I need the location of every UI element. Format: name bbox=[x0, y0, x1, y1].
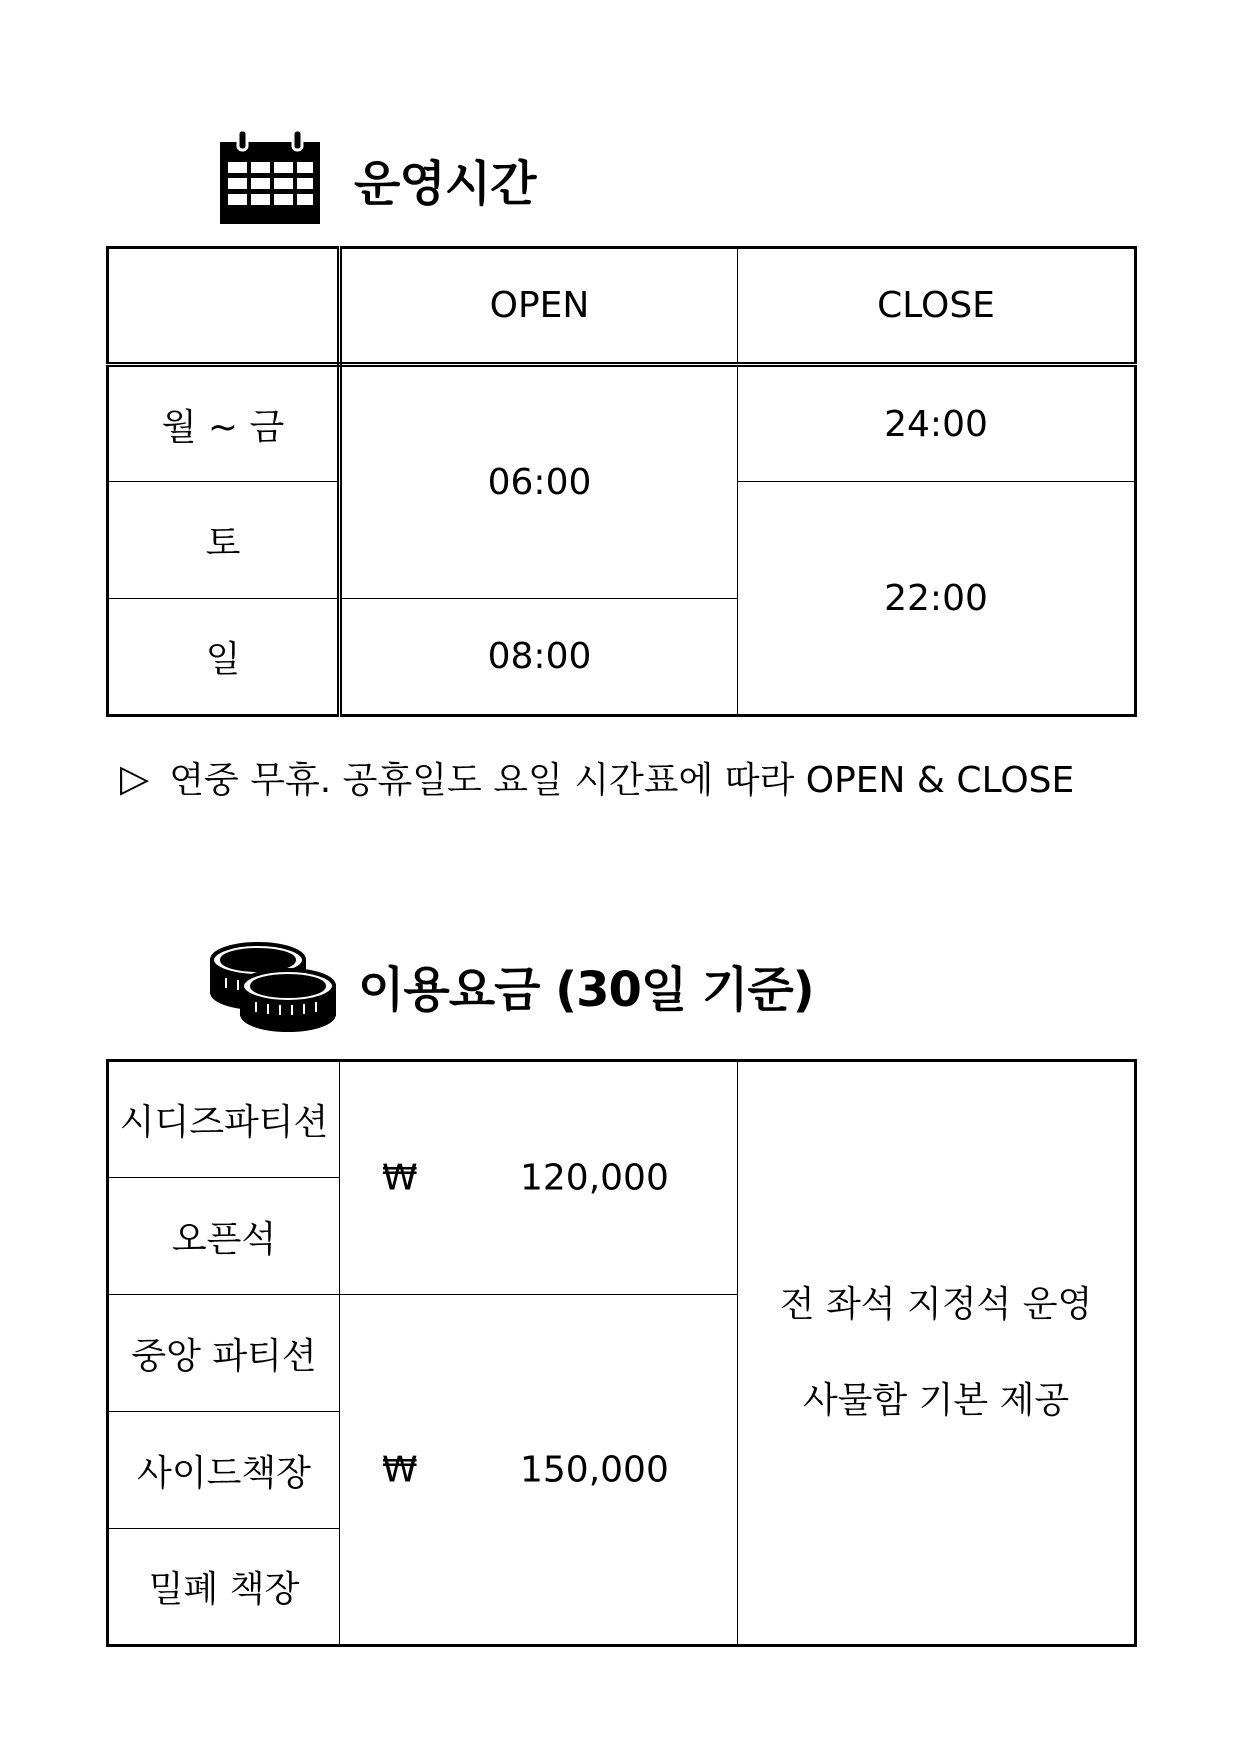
triangle-icon: ▷ bbox=[120, 755, 150, 800]
seat-type-center-partition: 중앙 파티션 bbox=[108, 1295, 340, 1412]
seat-type-sidiz-partition: 시디즈파티션 bbox=[108, 1061, 340, 1178]
seat-type-closed-bookshelf: 밀폐 책장 bbox=[108, 1529, 340, 1646]
calendar-icon bbox=[218, 128, 322, 230]
seat-type-open: 오픈석 bbox=[108, 1178, 340, 1295]
fees-table bbox=[106, 1059, 1137, 1647]
price-amount: 120,000 bbox=[520, 1157, 669, 1199]
info-locker: 사물함 기본 제공 bbox=[802, 1380, 1070, 1421]
hours-note-text: 연중 무휴. 공휴일도 요일 시간표에 따라 OPEN & CLOSE bbox=[169, 760, 1075, 801]
fees-title: 이용요금 (30일 기준) bbox=[358, 961, 814, 1018]
hours-note bbox=[120, 752, 1074, 803]
price-cell-basic bbox=[340, 1061, 738, 1295]
day-weekday: 월 ~ 금 bbox=[108, 365, 340, 482]
hours-header-blank bbox=[108, 248, 340, 365]
price-cell-premium bbox=[340, 1295, 738, 1646]
hours-table bbox=[106, 246, 1137, 717]
won-icon: ₩ bbox=[382, 1449, 418, 1490]
open-time-weekday-sat: 06:00 bbox=[340, 365, 738, 599]
seat-info-cell bbox=[738, 1061, 1136, 1646]
open-header: OPEN bbox=[340, 248, 738, 365]
open-time-sunday: 08:00 bbox=[340, 599, 738, 716]
hours-section-header bbox=[218, 128, 535, 230]
close-header: CLOSE bbox=[738, 248, 1136, 365]
info-assigned-seats: 전 좌석 지정석 운영 bbox=[779, 1284, 1093, 1325]
coins-icon bbox=[208, 930, 338, 1040]
won-icon: ₩ bbox=[382, 1157, 418, 1199]
hours-title: 운영시간 bbox=[354, 155, 536, 212]
seat-type-side-bookshelf: 사이드책장 bbox=[108, 1412, 340, 1529]
day-saturday: 토 bbox=[108, 482, 340, 599]
price-amount: 150,000 bbox=[520, 1449, 669, 1490]
day-sunday: 일 bbox=[108, 599, 340, 716]
close-time-weekend: 22:00 bbox=[738, 482, 1136, 716]
close-time-weekday: 24:00 bbox=[738, 365, 1136, 482]
fees-section-header bbox=[208, 930, 814, 1040]
